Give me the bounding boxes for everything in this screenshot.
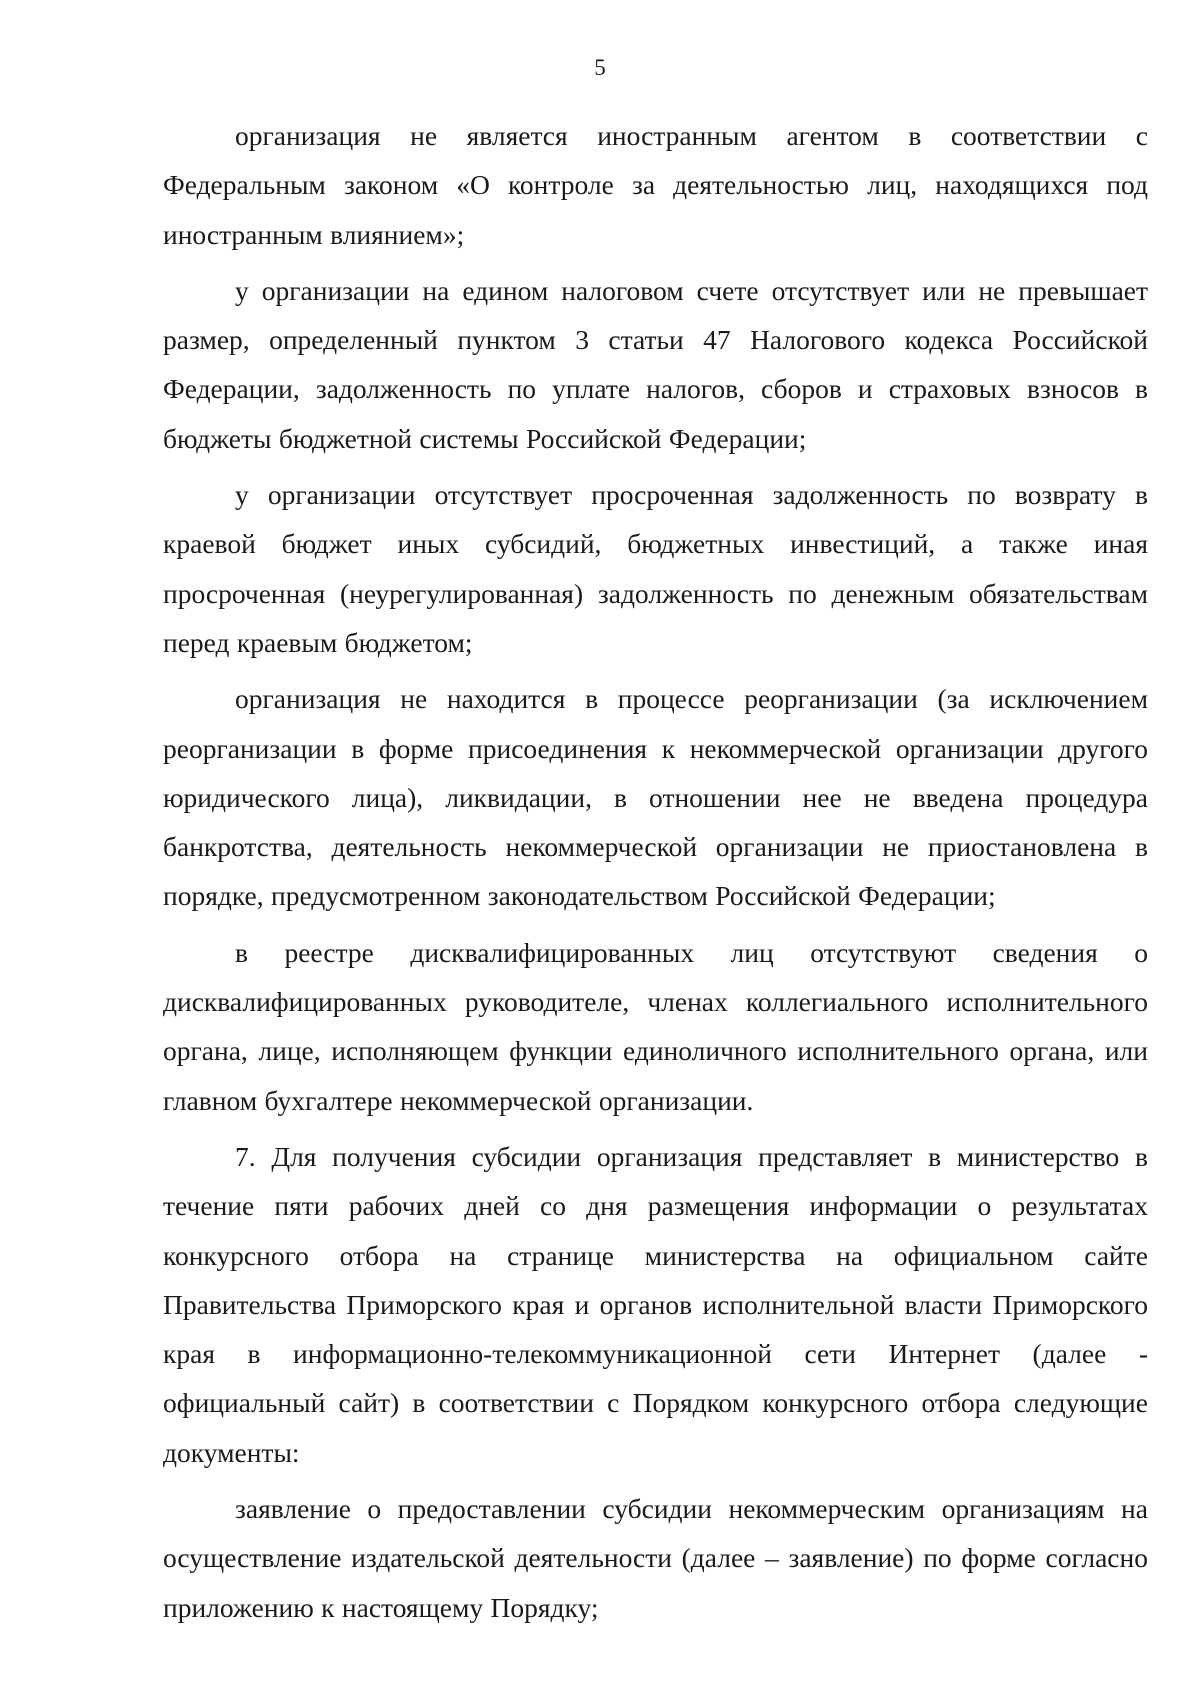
paragraph-clause-7: 7. Для получения субсидии организация представляет в министерство в течение пяти рабочих дней со дня размещения информации о результатах конкурсного отбора на странице министерства на официальном сайте Правительства Приморского края и органов исполнительной власти Приморского края в информационно-телекоммуникационной сети Интернет (далее - официальный сайт) в соответствии с Порядком конкурсного отбора следующие документы: <box>163 1140 1148 1468</box>
paragraph-overdue-debt: у организации отсутствует просроченная задолженность по возврату в краевой бюджет иных субсидий, бюджетных инвестиций, а также иная просроченная (неурегулированная) задолженность по денежным обязательствам перед краевым бюджетом; <box>163 479 1148 658</box>
document-body <box>163 111 1148 1639</box>
paragraph-foreign-agent: организация не является иностранным агентом в соответствии с Федеральным законом «О контроле за деятельностью лиц, находящихся под иностранным влиянием»; <box>163 120 1148 250</box>
paragraph-reorganization: организация не находится в процессе реорганизации (за исключением реорганизации в форме присоединения к некоммерческой организации другого юридического лица), ликвидации, в отношении нее не введена процедура банкротства, деятельность некоммерческой организации не приостановлена в порядке, предусмотренном законодательством Российской Федерации; <box>163 683 1148 912</box>
paragraph-application-form: заявление о предоставлении субсидии некоммерческим организациям на осуществление издательской деятельности (далее – заявление) по форме согласно приложению к настоящему Порядку; <box>163 1493 1148 1623</box>
page-number: 5 <box>594 55 606 80</box>
paragraph-tax-debt: у организации на едином налоговом счете отсутствует или не превышает размер, определенный пунктом 3 статьи 47 Налогового кодекса Российской Федерации, задолженность по уплате налогов, сборов и страховых взносов в бюджеты бюджетной системы Российской Федерации; <box>163 274 1148 454</box>
paragraph-disqualified-persons: в реестре дисквалифицированных лиц отсутствуют сведения о дисквалифицированных руководителе, членах коллегиального исполнительного органа, лице, исполняющем функции единоличного исполнительного органа, или главном бухгалтере некоммерческой организации. <box>163 936 1148 1116</box>
